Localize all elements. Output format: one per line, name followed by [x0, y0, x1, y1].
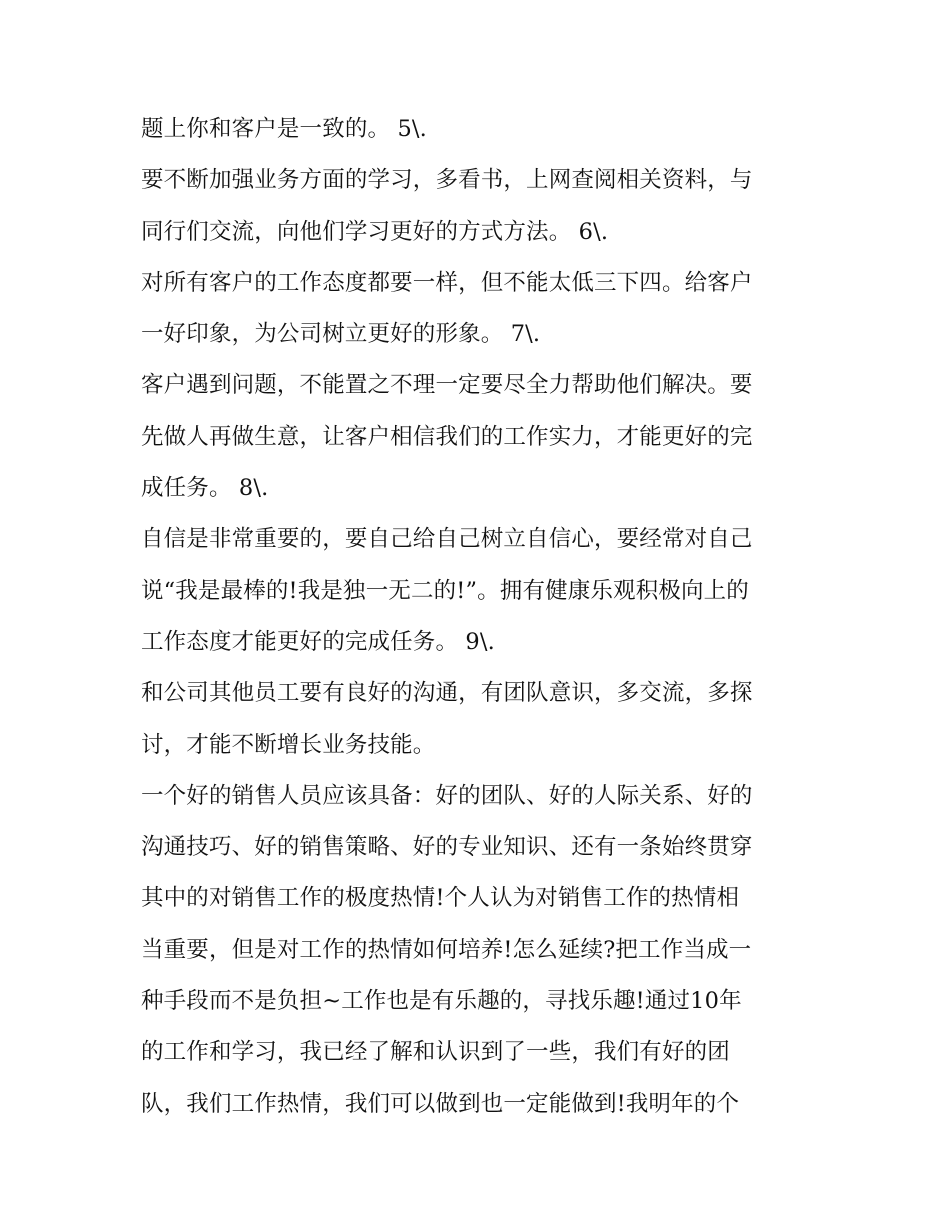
text-line: 对所有客户的工作态度都要一样，但不能太低三下四。给客户	[141, 269, 753, 296]
text-line: 一个好的销售人员应该具备：好的团队、好的人际关系、好的	[141, 782, 753, 809]
text-line: 成任务。 8\.	[141, 475, 269, 502]
text-line: 队，我们工作热情，我们可以做到也一定能做到!我明年的个	[141, 1090, 740, 1117]
text-line: 沟通技巧、好的销售策略、好的专业知识、还有一条始终贯穿	[141, 834, 753, 861]
text-line: 一好印象，为公司树立更好的形象。 7\.	[141, 321, 541, 348]
text-line: 其中的对销售工作的极度热情!个人认为对销售工作的热情相	[141, 885, 740, 912]
text-line: 题上你和客户是一致的。 5\.	[141, 116, 427, 142]
text-line: 的工作和学习，我已经了解和认识到了一些，我们有好的团	[141, 1039, 730, 1066]
text-line: 客户遇到问题，不能置之不理一定要尽全力帮助他们解决。要	[141, 372, 753, 399]
text-line: 和公司其他员工要有良好的沟通，有团队意识，多交流，多探	[141, 680, 753, 707]
text-line: 先做人再做生意，让客户相信我们的工作实力，才能更好的完	[141, 423, 753, 450]
text-line: 种手段而不是负担~工作也是有乐趣的，寻找乐趣!通过10年	[141, 988, 742, 1015]
text-line: 讨，才能不断增长业务技能。	[141, 731, 436, 758]
text-line: 说“我是最棒的!我是独一无二的!”。拥有健康乐观积极向上的	[141, 577, 749, 604]
document-body	[141, 104, 831, 1130]
text-line: 自信是非常重要的，要自己给自己树立自信心，要经常对自己	[141, 526, 753, 553]
text-line: 工作态度才能更好的完成任务。 9\.	[141, 628, 495, 655]
text-line: 要不断加强业务方面的学习，多看书，上网查阅相关资料，与	[141, 167, 753, 194]
text-line: 当重要，但是对工作的热情如何培养!怎么延续?把工作当成一	[141, 936, 752, 963]
text-line: 同行们交流，向他们学习更好的方式方法。 6\.	[141, 218, 609, 245]
